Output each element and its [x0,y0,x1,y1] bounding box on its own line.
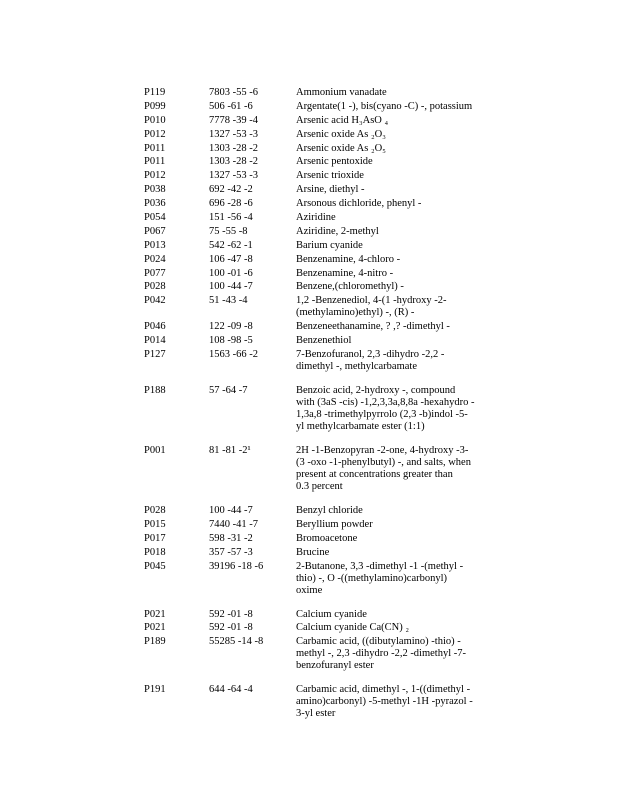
substance-name-line: Beryllium powder [296,518,373,530]
cas-number: 598 -31 -2 [209,532,253,544]
cas-number: 592 -01 -8 [209,622,253,634]
substance-name-line: Benzenethiol [296,335,352,347]
substance-name-line: Benzyl chloride [296,505,363,517]
substance-name [296,547,496,559]
substance-name-line: Bromoacetone [296,532,358,544]
substance-name-line: Benzoic acid, 2-hydroxy -, compound [296,385,456,397]
substance-name [296,349,496,373]
cas-number: 692 -42 -2 [209,184,253,196]
substance-name-line: 3-yl ester [296,708,336,720]
substance-name-line: Calcium cyanide [296,608,367,620]
substance-name-line: Barium cyanide [296,239,363,251]
table-row [0,622,618,634]
substance-name [296,115,496,127]
substance-name-line: Benzenamine, 4-nitro - [296,267,394,279]
substance-name [296,295,496,319]
waste-code: P099 [144,100,166,112]
substance-name-line: Arsenic oxide As ₂O₅ [296,142,386,154]
cas-number: 7778 -39 -4 [209,114,258,126]
waste-code: P017 [144,532,166,544]
substance-name-line: Arsenic trioxide [296,170,364,182]
substance-name [296,129,496,141]
table-row [0,240,618,252]
table-row [0,519,618,531]
table-row [0,609,618,621]
substance-name [296,254,496,266]
table-row [0,226,618,238]
substance-name-line: 1,2 -Benzenediol, 4-(1 -hydroxy -2- [296,295,447,307]
waste-code: P038 [144,184,166,196]
table-row [0,561,618,597]
substance-name-line: present at concentrations greater than [296,469,453,481]
substance-name-line: 2-Butanone, 3,3 -dimethyl -1 -(methyl - [296,560,464,572]
waste-code: P021 [144,608,166,620]
table-row [0,505,618,517]
waste-code: P077 [144,267,166,279]
cas-number: 7440 -41 -7 [209,518,258,530]
substance-name-line: Carbamic acid, dimethyl -, 1-((dimethyl - [296,684,471,696]
waste-code: P011 [144,156,166,168]
waste-code: P028 [144,505,166,517]
substance-name-line: Benzenamine, 4-chloro - [296,253,401,265]
table-row [0,349,618,373]
cas-number: 51 -43 -4 [209,295,248,307]
cas-number: 151 -56 -4 [209,212,253,224]
substance-name [296,622,496,634]
waste-code: P054 [144,212,166,224]
substance-name-line: (3 -oxo -1-phenylbutyl) -, and salts, when [296,457,471,469]
table-row [0,547,618,559]
table-row [0,335,618,347]
cas-number: 644 -64 -4 [209,684,253,696]
cas-number: 100 -44 -7 [209,281,253,293]
table-row [0,636,618,672]
substance-name-line: Arsine, diethyl - [296,184,365,196]
waste-code: P127 [144,349,166,361]
substance-name [296,533,496,545]
waste-code: P046 [144,321,166,333]
cas-number: 122 -09 -8 [209,321,253,333]
substance-name-line: Brucine [296,546,330,558]
waste-code: P012 [144,170,166,182]
substance-name-line: Argentate(1 -), bis(cyano -C) -, potassium [296,100,473,112]
substance-name [296,445,496,493]
substance-name [296,268,496,280]
waste-code: P119 [144,87,166,98]
cas-number: 100 -01 -6 [209,267,253,279]
waste-code: P045 [144,560,166,572]
substance-name-line: yl methylcarbamate ester (1:1) [296,421,425,433]
table-row [0,101,618,113]
substance-name [296,636,496,672]
table-row [0,143,618,155]
substance-name-line: thio) -, O -((methylamino)carbonyl) [296,572,448,584]
waste-code: P012 [144,128,166,140]
cas-number: 506 -61 -6 [209,100,253,112]
substance-name-line: Calcium cyanide Ca(CN) ₂ [296,622,410,634]
substance-name-line: benzofuranyl ester [296,660,374,672]
substance-name-line: Ammonium vanadate [296,87,387,98]
substance-name-line: Carbamic acid, ((dibutylamino) -thio) - [296,636,461,648]
substance-name-line: 7-Benzofuranol, 2,3 -dihydro -2,2 - [296,349,445,361]
substance-name-line: 1,3a,8 -trimethylpyrrolo (2,3 -b)indol -5- [296,409,468,421]
substance-name-line: Aziridine, 2-methyl [296,225,379,237]
cas-number: 592 -01 -8 [209,608,253,620]
chemical-listing [0,87,618,722]
substance-name-line: Arsenic pentoxide [296,156,373,168]
substance-name [296,281,496,293]
waste-code: P021 [144,622,166,634]
table-row [0,281,618,293]
cas-number: 106 -47 -8 [209,253,253,265]
substance-name [296,321,496,333]
table-row [0,170,618,182]
waste-code: P018 [144,546,166,558]
substance-name [296,212,496,224]
table-row [0,321,618,333]
substance-name-line: 2H -1-Benzopyran -2-one, 4-hydroxy -3- [296,445,469,457]
table-row [0,156,618,168]
substance-name [296,335,496,347]
cas-number: 108 -98 -5 [209,335,253,347]
substance-name-line: amino)carbonyl) -5-methyl -1H -pyrazol - [296,696,473,708]
substance-name [296,505,496,517]
waste-code: P015 [144,518,166,530]
substance-name-line: (methylamino)ethyl) -, (R) - [296,307,415,319]
cas-number: 1303 -28 -2 [209,156,258,168]
substance-name [296,156,496,168]
table-row [0,212,618,224]
substance-name-line: Arsenic acid H₃AsO ₄ [296,114,389,126]
table-row [0,184,618,196]
waste-code: P189 [144,636,166,648]
substance-name-line: Aziridine [296,212,336,224]
substance-name-line: 0.3 percent [296,481,343,493]
substance-name [296,609,496,621]
table-row [0,115,618,127]
cas-number: 1327 -53 -3 [209,170,258,182]
table-row [0,533,618,545]
cas-number: 542 -62 -1 [209,239,253,251]
waste-code: P001 [144,445,166,457]
cas-number: 75 -55 -8 [209,225,248,237]
cas-number: 7803 -55 -6 [209,87,258,98]
substance-name [296,101,496,113]
cas-number: 357 -57 -3 [209,546,253,558]
substance-name-line: methyl -, 2,3 -dihydro -2,2 -dimethyl -7- [296,648,467,660]
substance-name [296,519,496,531]
substance-name-line: Benzeneethanamine, ? ,? -dimethyl - [296,321,450,333]
waste-code: P013 [144,239,166,251]
substance-name [296,684,496,720]
cas-number: 100 -44 -7 [209,505,253,517]
substance-name-line: Benzene,(chloromethyl) - [296,281,404,293]
substance-name [296,561,496,597]
cas-number: 1563 -66 -2 [209,349,258,361]
table-row [0,254,618,266]
substance-name [296,240,496,252]
substance-name [296,143,496,155]
table-row [0,295,618,319]
table-row [0,87,618,99]
substance-name [296,87,496,99]
substance-name [296,385,496,433]
substance-name-line: Arsenic oxide As ₂O₃ [296,128,386,140]
waste-code: P011 [144,142,166,154]
table-row [0,198,618,210]
cas-number: 1327 -53 -3 [209,128,258,140]
table-row [0,268,618,280]
waste-code: P188 [144,385,166,397]
table-row [0,684,618,720]
table-row [0,445,618,493]
substance-name [296,184,496,196]
substance-name-line: with (3aS -cis) -1,2,3,3a,8,8a -hexahydro - [296,397,475,409]
substance-name-line: oxime [296,584,323,596]
waste-code: P191 [144,684,166,696]
waste-code: P024 [144,253,166,265]
waste-code: P036 [144,198,166,210]
substance-name-line: dimethyl -, methylcarbamate [296,361,417,373]
cas-number: 55285 -14 -8 [209,636,264,648]
cas-number: 696 -28 -6 [209,198,253,210]
waste-code: P010 [144,114,166,126]
waste-code: P042 [144,295,166,307]
table-row [0,129,618,141]
substance-name-line: Arsonous dichloride, phenyl - [296,198,422,210]
substance-name [296,198,496,210]
waste-code: P067 [144,225,166,237]
cas-number: 81 -81 -2¹ [209,445,251,457]
waste-code: P014 [144,335,166,347]
substance-name [296,170,496,182]
waste-code: P028 [144,281,166,293]
substance-name [296,226,496,238]
cas-number: 57 -64 -7 [209,385,248,397]
cas-number: 1303 -28 -2 [209,142,258,154]
table-row [0,385,618,433]
cas-number: 39196 -18 -6 [209,560,264,572]
